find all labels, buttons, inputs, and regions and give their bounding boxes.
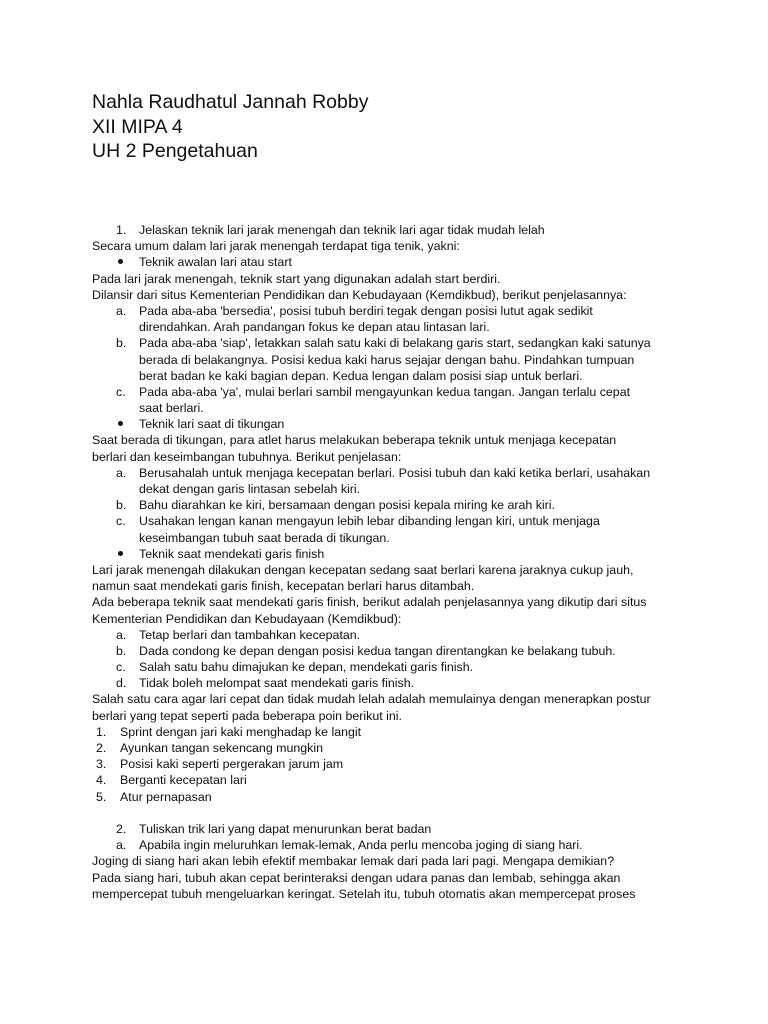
list-label: c. <box>116 384 126 399</box>
tip-text: Atur pernapasan <box>120 789 212 804</box>
list-text: direndahkan. Arah pandangan fokus ke depan atau lintasan lari. <box>139 320 490 335</box>
paragraph: Salah satu cara agar lari cepat dan tidak mudah lelah adalah memulainya dengan menerapkan postur <box>92 692 651 707</box>
bullet-item <box>92 254 672 270</box>
list-label: a. <box>116 303 127 318</box>
list-label: b. <box>116 643 127 658</box>
paragraph: berlari yang tepat seperti pada beberapa poin berikut ini. <box>92 708 402 723</box>
question-1 <box>92 222 672 238</box>
tip-number: 3. <box>96 757 107 772</box>
tip-number: 1. <box>96 724 107 739</box>
list-item <box>92 675 672 691</box>
list-text: Usahakan lengan kanan mengayun lebih lebar dibanding lengan kiri, untuk menjaga <box>139 514 600 529</box>
bullet-text: Teknik saat mendekati garis finish <box>139 546 325 561</box>
tip-item <box>92 756 672 772</box>
paragraph: berlari dan keseimbangan tubuhnya. Berikut penjelasan: <box>92 449 402 464</box>
list-label: a. <box>116 465 127 480</box>
document-header <box>92 90 368 164</box>
paragraph: Secara umum dalam lari jarak menengah terdapat tiga tenik, yakni: <box>92 239 460 254</box>
question-text: Jelaskan teknik lari jarak menengah dan teknik lari agar tidak mudah lelah <box>139 223 545 237</box>
bullet-text: Teknik awalan lari atau start <box>139 255 292 270</box>
paragraph: Dilansir dari situs Kementerian Pendidikan dan Kebudayaan (Kemdikbud), berikut penjelasannya: <box>92 287 627 302</box>
list-text: Tidak boleh melompat saat mendekati garis finish. <box>139 676 415 691</box>
list-label: a. <box>116 627 127 642</box>
document-title: UH 2 Pengetahuan <box>92 140 258 162</box>
question-text: Tuliskan trik lari yang dapat menurunkan berat badan <box>139 821 432 836</box>
question-2 <box>92 821 672 837</box>
paragraph: Pada lari jarak menengah, teknik start yang digunakan adalah start berdiri. <box>92 271 501 286</box>
paragraph: Pada siang hari, tubuh akan cepat berinteraksi dengan udara panas dan lembab, sehingga akan <box>92 870 621 885</box>
list-item <box>92 837 672 853</box>
list-label: c. <box>116 660 126 675</box>
student-name: Nahla Raudhatul Jannah Robby <box>92 91 369 113</box>
spacer <box>92 805 672 821</box>
list-item <box>92 513 672 545</box>
question-number: 2. <box>116 821 127 836</box>
list-text: Bahu diarahkan ke kiri, bersamaan dengan posisi kepala miring ke arah kiri. <box>139 498 555 513</box>
list-item <box>92 303 672 335</box>
list-text: Pada aba-aba 'bersedia', posisi tubuh berdiri tegak dengan posisi lutut agak sedikit <box>139 303 593 318</box>
bullet-item <box>92 416 672 432</box>
list-label: d. <box>116 676 127 691</box>
paragraph: Ada beberapa teknik saat mendekati garis finish, berikut adalah penjelasannya yang dikutip dari situs <box>92 595 647 610</box>
list-label: a. <box>116 838 127 853</box>
tip-number: 2. <box>96 741 107 755</box>
list-text: saat berlari. <box>139 401 204 416</box>
list-item <box>92 335 672 384</box>
list-text: Apabila ingin meluruhkan lemak-lemak, Anda perlu mencoba joging di siang hari. <box>139 838 583 853</box>
list-item <box>92 627 672 643</box>
list-text: dekat dengan garis lintasan sebelah kiri. <box>139 482 361 496</box>
paragraph: namun saat mendekati garis finish, kecepatan berlari harus ditambah. <box>92 579 475 594</box>
tip-text: Berganti kecepatan lari <box>120 773 247 788</box>
bullet-item <box>92 546 672 562</box>
list-text: Dada condong ke depan dengan posisi kedua tangan direntangkan ke belakang tubuh. <box>139 643 616 658</box>
tip-text: Posisi kaki seperti pergerakan jarum jam <box>120 757 344 772</box>
tip-number: 5. <box>96 789 107 804</box>
list-item <box>92 497 672 513</box>
list-item <box>92 465 672 497</box>
list-text: Pada aba-aba 'ya', mulai berlari sambil mengayunkan kedua tangan. Jangan terlalu cepat <box>139 384 631 399</box>
list-item <box>92 384 672 416</box>
list-text: Tetap berlari dan tambahkan kecepatan. <box>139 627 361 642</box>
tip-item <box>92 772 672 788</box>
list-text: Pada aba-aba 'siap', letakkan salah satu kaki di belakang garis start, sedangkan kaki satunya <box>139 336 651 351</box>
list-text: Berusahalah untuk menjaga kecepatan berlari. Posisi tubuh dan kaki ketika berlari, usahakan <box>139 465 651 480</box>
tip-item <box>92 789 672 805</box>
bullet-icon <box>118 551 123 556</box>
student-class: XII MIPA 4 <box>92 115 183 138</box>
list-text: keseimbangan tubuh saat berada di tikungan. <box>139 530 390 545</box>
tip-item <box>92 724 672 740</box>
list-item <box>92 643 672 659</box>
list-label: b. <box>116 336 127 351</box>
bullet-text: Teknik lari saat di tikungan <box>139 417 285 432</box>
tip-number: 4. <box>96 773 107 788</box>
list-text: berada di belakangnya. Posisi kedua kaki harus sejajar dengan bahu. Pindahkan tumpuan <box>139 352 635 367</box>
tip-text: Sprint dengan jari kaki menghadap ke langit <box>120 724 362 739</box>
question-number: 1. <box>116 223 127 237</box>
paragraph: Lari jarak menengah dilakukan dengan kecepatan sedang saat berlari karena jaraknya cukup jauh, <box>92 562 634 577</box>
paragraph: Kementerian Pendidikan dan Kebudayaan (Kemdikbud): <box>92 611 402 626</box>
paragraph: Saat berada di tikungan, para atlet harus melakukan beberapa teknik untuk menjaga kecepatan <box>92 433 617 448</box>
list-text: Salah satu bahu dimajukan ke depan, mendekati garis finish. <box>139 660 474 675</box>
list-text: berat badan ke kaki bagian depan. Kedua lengan dalam posisi siap untuk berlari. <box>139 368 583 383</box>
list-label: c. <box>116 514 126 529</box>
tip-item <box>92 740 672 756</box>
tip-text: Ayunkan tangan sekencang mungkin <box>120 741 323 755</box>
list-item <box>92 659 672 675</box>
paragraph: Joging di siang hari akan lebih efektif membakar lemak dari pada lari pagi. Mengapa demikian? <box>92 854 615 869</box>
list-label: b. <box>116 498 127 513</box>
document-body <box>92 222 672 902</box>
paragraph: mempercepat tubuh mengeluarkan keringat. Setelah itu, tubuh otomatis akan mempercepat proses <box>92 886 636 901</box>
